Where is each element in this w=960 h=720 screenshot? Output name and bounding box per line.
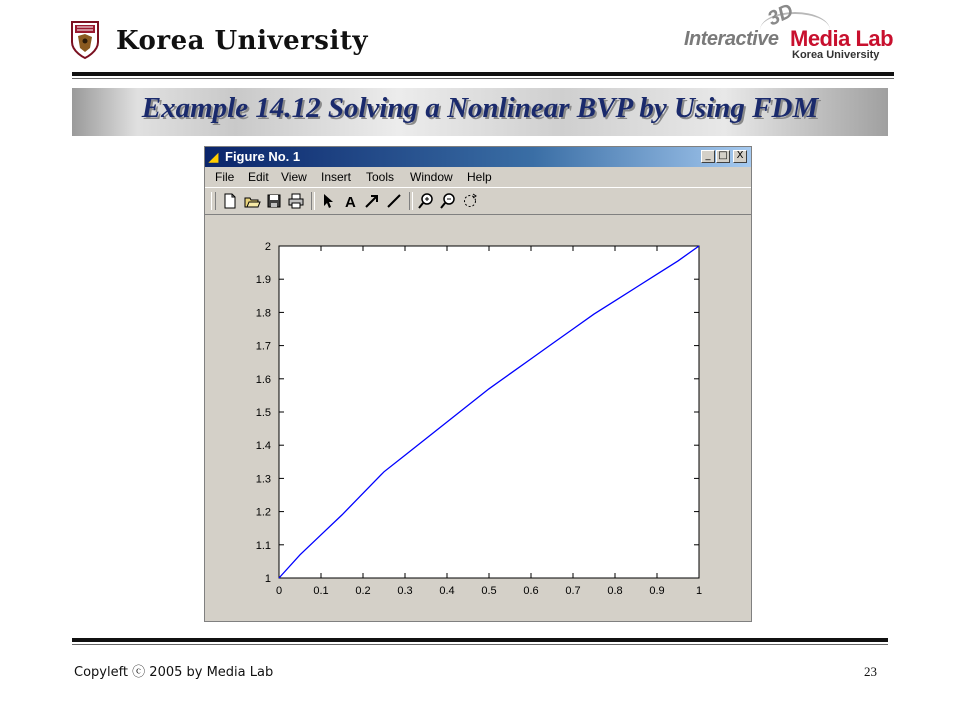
y-tick-label: 1.9 [255,274,271,287]
x-tick-label: 0.9 [649,585,665,597]
y-tick-labels [256,241,271,585]
x-tick-label: 0.3 [397,585,413,597]
line-draw-icon[interactable] [385,192,403,210]
lab-logo-interactive: Interactive [684,28,779,50]
arrow-draw-icon[interactable] [363,192,381,210]
x-tick-label: 0.4 [439,585,455,597]
menu-bar [205,168,751,186]
menu-view[interactable]: View [281,170,307,184]
menu-insert[interactable]: Insert [321,170,352,184]
footer-divider-thin [72,644,888,645]
lab-logo-3d: 3D [764,0,797,31]
slide-title: Example 14.12 Solving a Nonlinear BVP by Using FDM [141,92,819,124]
toolbar-separator [311,192,315,210]
x-tick-label: 0.6 [523,585,539,597]
y-tick-label: 1 [264,573,271,585]
toolbar-separator [409,192,413,210]
zoom-in-icon[interactable] [417,192,435,210]
lab-logo-media-lab: Media Lab [790,26,894,51]
y-tick-label: 1.3 [255,473,271,486]
x-tick-label: 0.2 [355,585,371,597]
new-file-icon[interactable] [221,192,239,210]
zoom-out-icon[interactable] [439,192,457,210]
minimize-button[interactable]: _ [701,150,715,163]
x-tick-label: 0.5 [481,585,497,597]
plot-area [279,246,699,578]
x-tick-label: 0.8 [607,585,623,597]
footer-divider [72,638,888,642]
header-divider-thin [72,78,894,79]
y-tick-label: 2 [264,241,271,253]
x-tick-label: 1 [695,585,703,597]
figure-toolbar [205,187,751,215]
university-name: Korea University [116,26,368,56]
close-button[interactable]: X [733,150,747,163]
menu-help[interactable]: Help [467,170,492,184]
save-icon[interactable] [265,192,283,210]
matlab-icon: ◢ [209,150,219,164]
x-tick-label: 0.1 [313,585,329,597]
line-plot [205,215,751,621]
open-folder-icon[interactable] [243,192,261,210]
menu-window[interactable]: Window [410,170,453,184]
text-a-icon[interactable] [341,192,359,210]
korea-university-crest-icon [70,20,100,60]
header-divider [72,72,894,76]
copyleft-notice: Copyleft ⓒ 2005 by Media Lab [74,665,274,680]
menu-file[interactable]: File [215,170,235,184]
x-tick-labels [276,585,702,597]
lab-logo-korea-university: Korea University [792,49,880,61]
rotate-icon[interactable] [461,192,479,210]
page-number: 23 [864,664,877,679]
print-icon[interactable] [287,192,305,210]
menu-edit[interactable]: Edit [248,170,269,184]
x-tick-label: 0 [275,585,283,597]
menu-tools[interactable]: Tools [366,170,395,184]
window-title-bar[interactable] [205,147,751,167]
figure-window [204,146,752,622]
y-tick-label: 1.2 [255,506,271,519]
y-tick-label: 1.5 [255,407,271,419]
y-tick-label: 1.1 [255,539,271,552]
y-tick-label: 1.8 [255,307,271,320]
y-tick-label: 1.4 [255,440,271,453]
toolbar-grip[interactable] [211,192,216,210]
svg-text:A: A [345,194,356,210]
maximize-button[interactable]: □ [716,150,730,163]
y-tick-label: 1.6 [255,373,271,386]
y-tick-label: 1.7 [255,340,271,353]
arrow-select-icon[interactable] [319,192,337,210]
x-tick-label: 0.7 [565,585,581,597]
window-title: Figure No. 1 [225,149,301,164]
